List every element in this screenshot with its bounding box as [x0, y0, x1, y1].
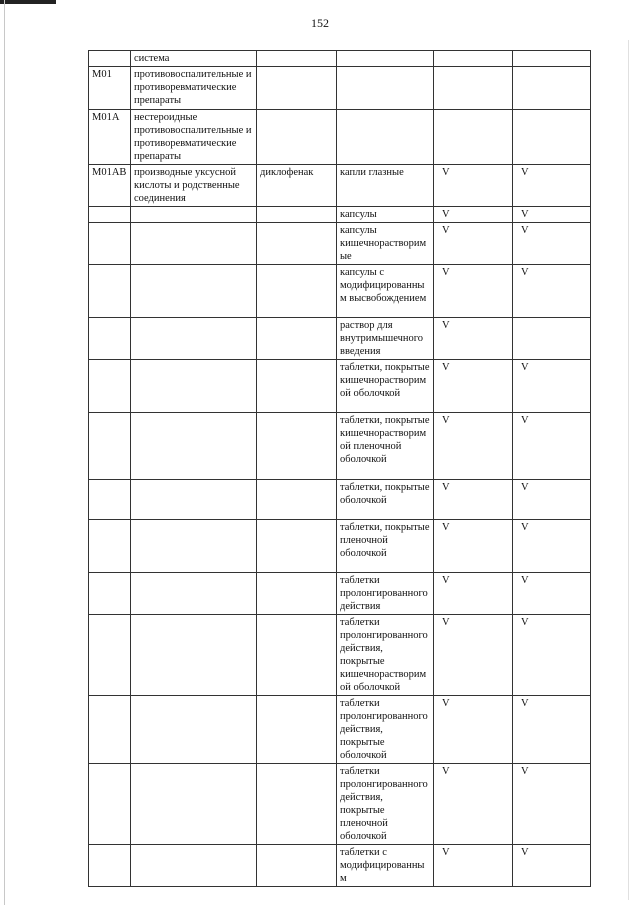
drug-name-cell: диклофенак [257, 165, 337, 207]
mark-cell-b: V [513, 480, 591, 520]
drug-name-cell [257, 265, 337, 318]
table-row [89, 696, 591, 764]
mark-cell-b [513, 51, 591, 67]
mark-cell-b: V [513, 413, 591, 480]
dosage-form-cell: таблетки, покрытые пленочной оболочкой [337, 520, 434, 573]
anatomical-group-cell: производные уксусной кислоты и родственные соединения [131, 165, 257, 207]
table-row [89, 764, 591, 845]
table-row [89, 573, 591, 615]
drug-name-cell [257, 615, 337, 696]
code-cell: M01AB [89, 165, 131, 207]
mark-cell-b: V [513, 696, 591, 764]
table-row [89, 480, 591, 520]
dosage-form-cell: капсулы кишечнорастворимые [337, 223, 434, 265]
table-row [89, 67, 591, 110]
dosage-form-cell: таблетки, покрытые кишечнорастворимой пленочной оболочкой [337, 413, 434, 480]
anatomical-group-cell: противовоспалительные и противоревматические препараты [131, 67, 257, 110]
table-row [89, 845, 591, 887]
drug-name-cell [257, 845, 337, 887]
dosage-form-cell: таблетки, покрытые кишечнорастворимой оболочкой [337, 360, 434, 413]
table-row [89, 520, 591, 573]
mark-cell-b: V [513, 265, 591, 318]
mark-cell-b: V [513, 615, 591, 696]
drug-name-cell [257, 51, 337, 67]
table-row [89, 318, 591, 360]
mark-cell-a: V [434, 696, 513, 764]
drug-name-cell [257, 207, 337, 223]
code-cell [89, 318, 131, 360]
mark-cell-a: V [434, 573, 513, 615]
anatomical-group-cell [131, 480, 257, 520]
drug-name-cell [257, 764, 337, 845]
dosage-form-cell [337, 67, 434, 110]
anatomical-group-cell [131, 845, 257, 887]
code-cell [89, 520, 131, 573]
drug-name-cell [257, 696, 337, 764]
dosage-form-cell: капсулы с модифицированным высвобождением [337, 265, 434, 318]
scan-edge-right [628, 40, 629, 900]
drug-name-cell [257, 520, 337, 573]
mark-cell-a: V [434, 223, 513, 265]
code-cell [89, 573, 131, 615]
table-row [89, 265, 591, 318]
anatomical-group-cell: нестероидные противовоспалительные и противоревматические препараты [131, 110, 257, 165]
table-row [89, 615, 591, 696]
mark-cell-a: V [434, 360, 513, 413]
code-cell [89, 845, 131, 887]
code-cell [89, 615, 131, 696]
scan-edge-left [4, 0, 5, 905]
mark-cell-a: V [434, 480, 513, 520]
code-cell [89, 223, 131, 265]
drug-name-cell [257, 67, 337, 110]
dosage-form-cell: раствор для внутримышечного введения [337, 318, 434, 360]
dosage-form-cell: капли глазные [337, 165, 434, 207]
mark-cell-a: V [434, 318, 513, 360]
table-row [89, 51, 591, 67]
mark-cell-b [513, 110, 591, 165]
table-row [89, 360, 591, 413]
drug-name-cell [257, 223, 337, 265]
dosage-form-cell: таблетки с модифицированным [337, 845, 434, 887]
anatomical-group-cell [131, 615, 257, 696]
mark-cell-a [434, 67, 513, 110]
drug-table [88, 50, 591, 887]
mark-cell-b [513, 318, 591, 360]
mark-cell-b: V [513, 165, 591, 207]
dosage-form-cell [337, 51, 434, 67]
dosage-form-cell: таблетки пролонгированного действия [337, 573, 434, 615]
drug-name-cell [257, 360, 337, 413]
code-cell [89, 360, 131, 413]
mark-cell-a: V [434, 207, 513, 223]
drug-name-cell [257, 318, 337, 360]
mark-cell-a: V [434, 265, 513, 318]
code-cell [89, 265, 131, 318]
code-cell [89, 51, 131, 67]
table-row [89, 110, 591, 165]
mark-cell-a: V [434, 764, 513, 845]
top-rule [0, 0, 56, 4]
anatomical-group-cell [131, 318, 257, 360]
mark-cell-b: V [513, 764, 591, 845]
code-cell: M01 [89, 67, 131, 110]
mark-cell-a: V [434, 520, 513, 573]
mark-cell-b: V [513, 520, 591, 573]
table-row [89, 165, 591, 207]
anatomical-group-cell [131, 413, 257, 480]
mark-cell-a: V [434, 413, 513, 480]
anatomical-group-cell [131, 207, 257, 223]
code-cell [89, 480, 131, 520]
code-cell: M01A [89, 110, 131, 165]
dosage-form-cell: таблетки пролонгированного действия, покрытые пленочной оболочкой [337, 764, 434, 845]
mark-cell-b: V [513, 360, 591, 413]
mark-cell-a [434, 110, 513, 165]
drug-name-cell [257, 110, 337, 165]
dosage-form-cell [337, 110, 434, 165]
table-row [89, 207, 591, 223]
mark-cell-a: V [434, 845, 513, 887]
code-cell [89, 696, 131, 764]
code-cell [89, 207, 131, 223]
dosage-form-cell: таблетки, покрытые оболочкой [337, 480, 434, 520]
code-cell [89, 413, 131, 480]
table-row [89, 223, 591, 265]
mark-cell-a: V [434, 165, 513, 207]
mark-cell-b: V [513, 573, 591, 615]
mark-cell-b: V [513, 845, 591, 887]
drug-name-cell [257, 573, 337, 615]
anatomical-group-cell [131, 696, 257, 764]
mark-cell-a: V [434, 615, 513, 696]
mark-cell-b: V [513, 223, 591, 265]
mark-cell-a [434, 51, 513, 67]
dosage-form-cell: таблетки пролонгированного действия, покрытые оболочкой [337, 696, 434, 764]
anatomical-group-cell [131, 573, 257, 615]
anatomical-group-cell [131, 520, 257, 573]
dosage-form-cell: таблетки пролонгированного действия, покрытые кишечнорастворимой оболочкой [337, 615, 434, 696]
anatomical-group-cell: система [131, 51, 257, 67]
mark-cell-b: V [513, 207, 591, 223]
table-row [89, 413, 591, 480]
anatomical-group-cell [131, 360, 257, 413]
page-number: 152 [311, 16, 329, 30]
anatomical-group-cell [131, 223, 257, 265]
dosage-form-cell: капсулы [337, 207, 434, 223]
drug-name-cell [257, 480, 337, 520]
mark-cell-b [513, 67, 591, 110]
code-cell [89, 764, 131, 845]
anatomical-group-cell [131, 265, 257, 318]
drug-name-cell [257, 413, 337, 480]
anatomical-group-cell [131, 764, 257, 845]
